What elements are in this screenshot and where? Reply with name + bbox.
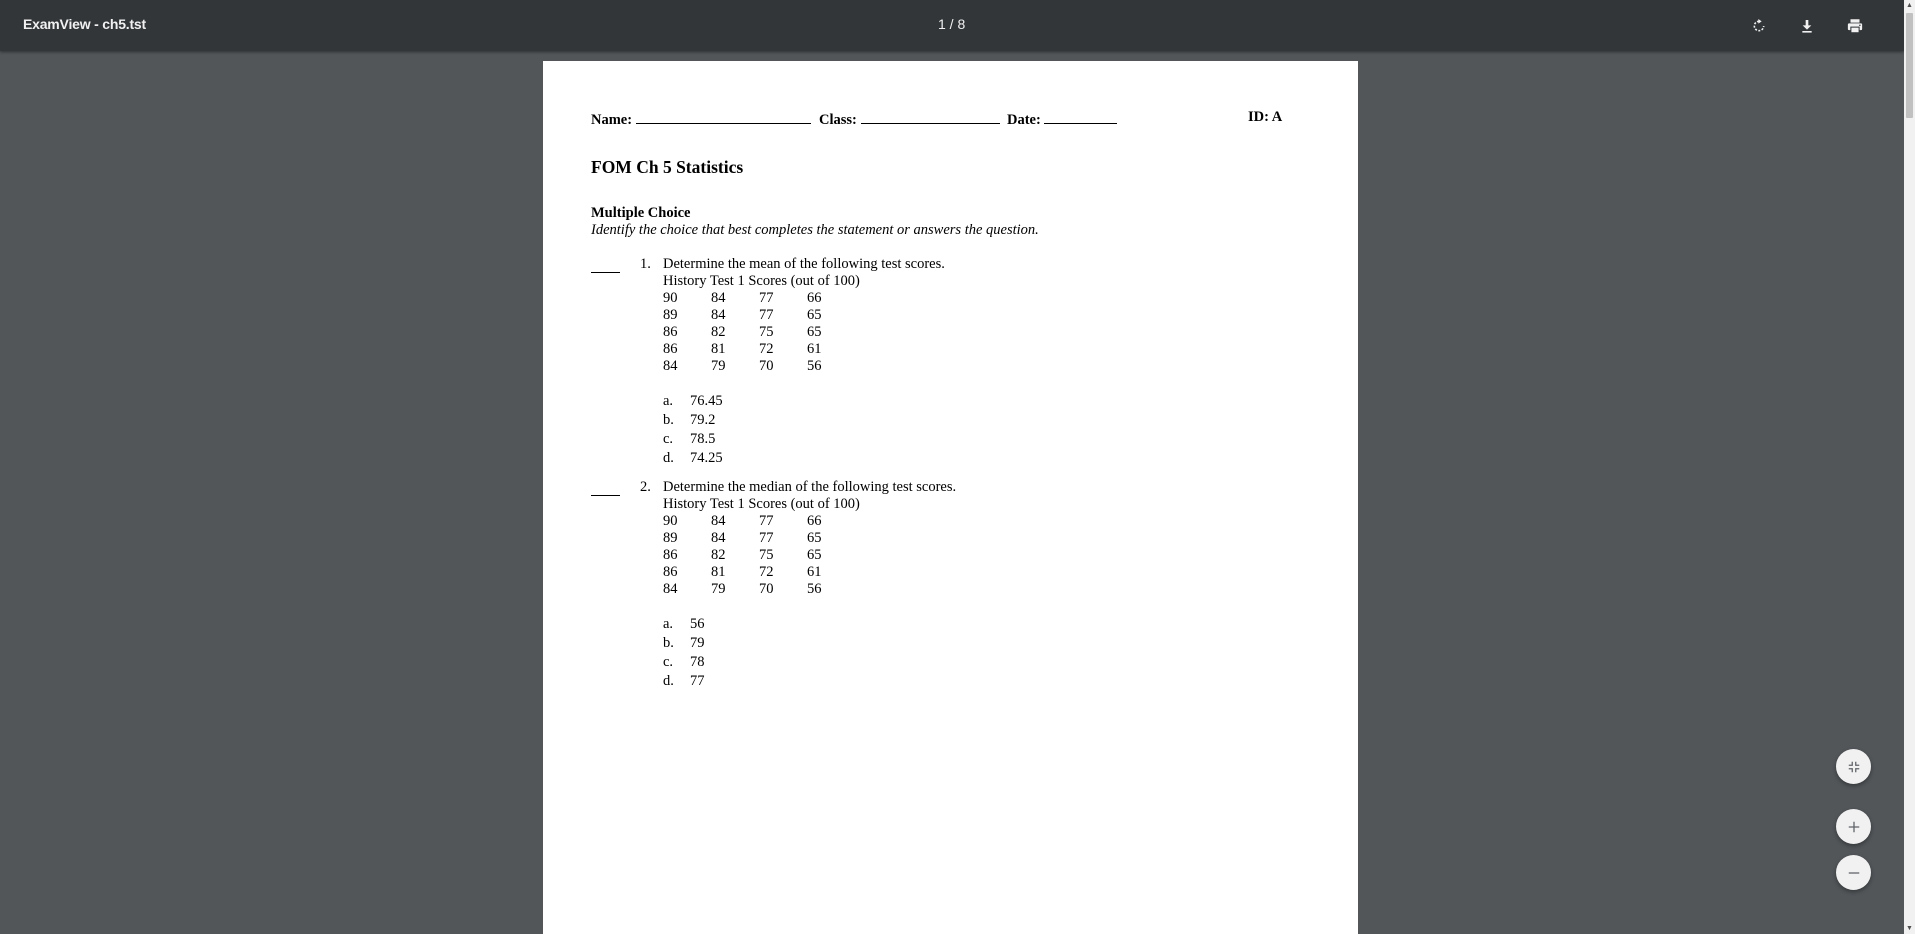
table-cell: 86 <box>663 341 678 357</box>
fit-to-page-icon <box>1847 760 1861 774</box>
score-table-title: History Test 1 Scores (out of 100) <box>663 273 860 289</box>
section-title: Multiple Choice <box>591 205 691 221</box>
choice-value: 56 <box>690 616 705 632</box>
fit-to-page-button[interactable] <box>1836 749 1871 784</box>
table-row <box>663 358 855 375</box>
choice-value: 78 <box>690 654 705 670</box>
table-cell: 86 <box>663 547 678 563</box>
name-blank <box>636 109 811 124</box>
choice-letter: c. <box>663 654 674 670</box>
zoom-in-button[interactable] <box>1836 809 1871 844</box>
table-cell: 65 <box>807 324 822 340</box>
class-blank <box>861 109 1000 124</box>
table-cell: 84 <box>711 513 726 529</box>
rotate-button[interactable] <box>1745 12 1773 40</box>
page-indicator: 1 / 8 <box>938 16 966 32</box>
table-row <box>663 581 855 598</box>
table-cell: 79 <box>711 358 726 374</box>
class-label: Class: <box>819 112 857 128</box>
table-cell: 81 <box>711 341 726 357</box>
plus-icon <box>1847 820 1861 834</box>
table-cell: 56 <box>807 358 822 374</box>
rotate-icon <box>1751 18 1767 34</box>
question-text: Determine the median of the following test scores. <box>663 479 957 495</box>
scroll-down-arrow-icon[interactable]: ▼ <box>1906 925 1913 932</box>
table-cell: 81 <box>711 564 726 580</box>
table-cell: 77 <box>759 290 774 306</box>
document-title: ExamView - ch5.tst <box>23 16 146 32</box>
table-cell: 75 <box>759 324 774 340</box>
table-cell: 70 <box>759 358 774 374</box>
table-cell: 89 <box>663 307 678 323</box>
date-blank <box>1044 109 1117 124</box>
table-cell: 90 <box>663 513 678 529</box>
choice-letter: c. <box>663 431 674 447</box>
pdf-page <box>543 61 1358 934</box>
score-table-title: History Test 1 Scores (out of 100) <box>663 496 860 512</box>
table-row <box>663 547 855 564</box>
download-button[interactable] <box>1793 12 1821 40</box>
print-button[interactable] <box>1841 12 1869 40</box>
table-row <box>663 530 855 547</box>
choice-value: 79 <box>690 635 705 651</box>
scroll-thumb[interactable] <box>1906 13 1913 118</box>
table-cell: 77 <box>759 307 774 323</box>
date-field <box>1007 109 1117 129</box>
id-label: ID: A <box>1248 109 1283 125</box>
table-cell: 72 <box>759 341 774 357</box>
table-cell: 65 <box>807 530 822 546</box>
choice-letter: d. <box>663 450 674 466</box>
table-cell: 86 <box>663 564 678 580</box>
section-instructions: Identify the choice that best completes the statement or answers the question. <box>591 222 1039 238</box>
choice-letter: a. <box>663 393 674 409</box>
table-row <box>663 513 855 530</box>
table-cell: 82 <box>711 547 726 563</box>
zoom-out-button[interactable] <box>1836 855 1871 890</box>
choice-letter: b. <box>663 635 674 651</box>
choice-letter: d. <box>663 673 674 689</box>
name-label: Name: <box>591 112 633 128</box>
table-cell: 66 <box>807 513 822 529</box>
download-icon <box>1799 18 1815 34</box>
score-table <box>663 290 855 375</box>
vertical-scrollbar[interactable] <box>1904 0 1915 934</box>
table-cell: 70 <box>759 581 774 597</box>
table-row <box>663 324 855 341</box>
table-cell: 84 <box>711 290 726 306</box>
table-cell: 84 <box>711 307 726 323</box>
score-table <box>663 513 855 598</box>
table-cell: 90 <box>663 290 678 306</box>
pdf-toolbar <box>0 0 1904 51</box>
table-cell: 56 <box>807 581 822 597</box>
choice-value: 78.5 <box>690 431 716 447</box>
scroll-up-arrow-icon[interactable]: ▲ <box>1906 2 1913 9</box>
answer-blank-1 <box>591 272 620 273</box>
question-number: 1. <box>640 256 651 272</box>
table-cell: 77 <box>759 530 774 546</box>
table-cell: 72 <box>759 564 774 580</box>
choice-value: 77 <box>690 673 705 689</box>
table-cell: 65 <box>807 547 822 563</box>
choice-letter: a. <box>663 616 674 632</box>
date-label: Date: <box>1007 112 1041 128</box>
class-field <box>819 109 1000 129</box>
exam-title: FOM Ch 5 Statistics <box>591 157 744 177</box>
table-cell: 86 <box>663 324 678 340</box>
choice-letter: b. <box>663 412 674 428</box>
name-field <box>591 109 811 129</box>
table-cell: 79 <box>711 581 726 597</box>
table-row <box>663 564 855 581</box>
table-cell: 61 <box>807 341 822 357</box>
table-row <box>663 307 855 324</box>
choice-value: 76.45 <box>690 393 723 409</box>
answer-blank-2 <box>591 495 620 496</box>
table-row <box>663 290 855 307</box>
question-number: 2. <box>640 479 651 495</box>
table-cell: 75 <box>759 547 774 563</box>
table-cell: 66 <box>807 290 822 306</box>
table-row <box>663 341 855 358</box>
minus-icon <box>1847 866 1861 880</box>
table-cell: 84 <box>711 530 726 546</box>
choice-value: 79.2 <box>690 412 716 428</box>
print-icon <box>1846 17 1864 35</box>
table-cell: 77 <box>759 513 774 529</box>
question-text: Determine the mean of the following test scores. <box>663 256 945 272</box>
table-cell: 82 <box>711 324 726 340</box>
table-cell: 84 <box>663 358 678 374</box>
table-cell: 61 <box>807 564 822 580</box>
table-cell: 65 <box>807 307 822 323</box>
table-cell: 89 <box>663 530 678 546</box>
choice-value: 74.25 <box>690 450 723 466</box>
table-cell: 84 <box>663 581 678 597</box>
